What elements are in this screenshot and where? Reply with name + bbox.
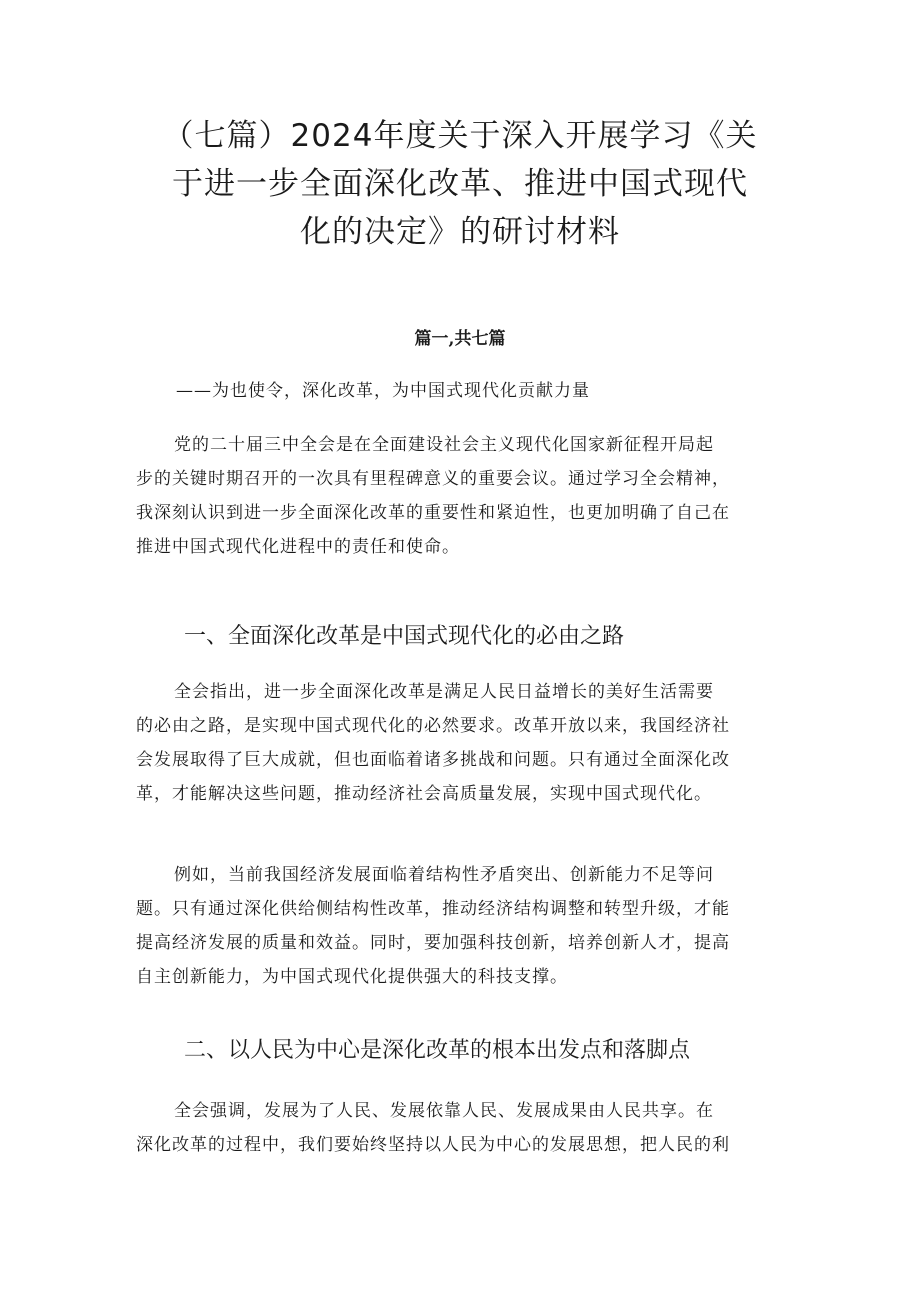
paragraph-line: 会发展取得了巨大成就，但也面临着诸多挑战和问题。只有通过全面深化改	[136, 750, 730, 770]
title-line: （七篇）2024年度关于深入开展学习《关	[162, 118, 758, 154]
paragraph-line: 的必由之路，是实现中国式现代化的必然要求。改革开放以来，我国经济社	[136, 716, 730, 736]
subtitle: ——为也使令，深化改革，为中国式现代化贡献力量	[176, 381, 590, 401]
body-paragraph-1	[136, 675, 796, 811]
intro-paragraph	[136, 428, 796, 564]
paragraph-line: 我深刻认识到进一步全面深化改革的重要性和紧迫性，也更加明确了自己在	[136, 503, 730, 523]
paragraph-line: 题。只有通过深化供给侧结构性改革，推动经济结构调整和转型升级，才能	[136, 899, 730, 919]
section-heading-2: 二、以人民为中心是深化改革的根本出发点和落脚点	[184, 1038, 691, 1063]
paragraph-line: 革，才能解决这些问题，推动经济社会高质量发展，实现中国式现代化。	[136, 784, 712, 804]
paragraph-line: 自主创新能力，为中国式现代化提供强大的科技支撑。	[136, 967, 568, 987]
body-paragraph-3	[136, 1094, 796, 1162]
section-heading-1: 一、全面深化改革是中国式现代化的必由之路	[184, 624, 625, 649]
paragraph-line: 全会强调，发展为了人民、发展依靠人民、发展成果由人民共享。在	[174, 1101, 714, 1121]
title-line: 于进一步全面深化改革、推进中国式现代	[172, 166, 748, 202]
paragraph-line: 深化改革的过程中，我们要始终坚持以人民为中心的发展思想，把人民的利	[136, 1135, 730, 1155]
paragraph-line: 步的关键时期召开的一次具有里程碑意义的重要会议。通过学习全会精神，	[136, 469, 730, 489]
paragraph-line: 例如，当前我国经济发展面临着结构性矛盾突出、创新能力不足等问	[174, 865, 714, 885]
section-label: 篇一,共七篇	[414, 329, 506, 349]
paragraph-line: 全会指出，进一步全面深化改革是满足人民日益增长的美好生活需要	[174, 682, 714, 702]
title-line: 化的决定》的研讨材料	[300, 214, 620, 250]
paragraph-line: 党的二十届三中全会是在全面建设社会主义现代化国家新征程开局起	[174, 435, 714, 455]
document-title	[140, 112, 780, 256]
paragraph-line: 推进中国式现代化进程中的责任和使命。	[136, 537, 460, 557]
body-paragraph-2	[136, 858, 796, 994]
paragraph-line: 提高经济发展的质量和效益。同时，要加强科技创新，培养创新人才，提高	[136, 933, 730, 953]
